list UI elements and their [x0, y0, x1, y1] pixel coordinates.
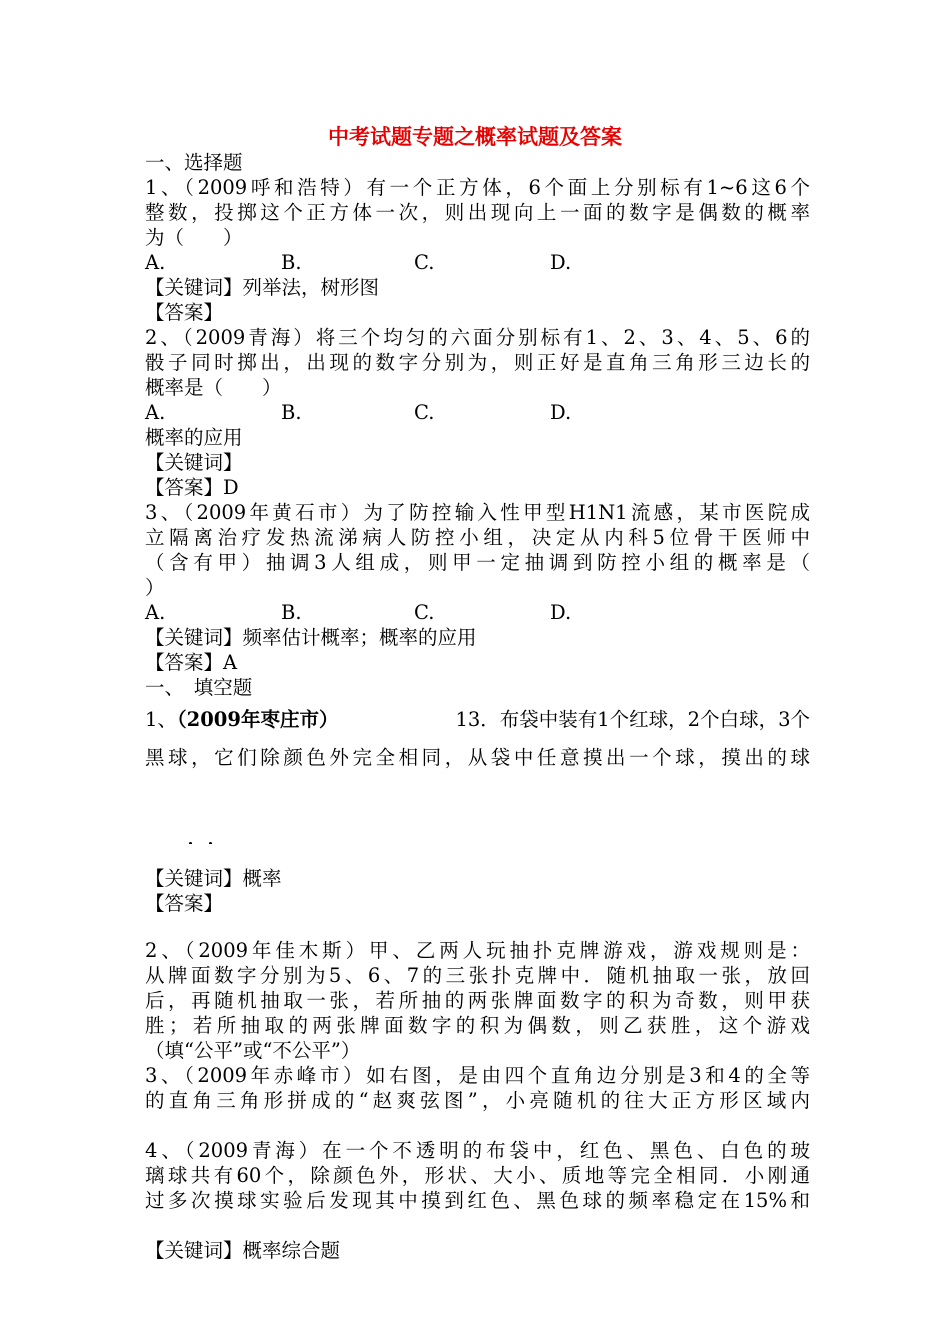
q3-option-d: D.: [550, 601, 572, 624]
q1-options: [145, 250, 810, 275]
f1-source: （2009年枣庄市）: [176, 708, 339, 731]
section-heading-choice: 一、选择题: [145, 151, 243, 174]
q3-option-c: C.: [414, 601, 435, 624]
f4-keywords: 【关键词】概率综合题: [145, 1239, 341, 1262]
emphasis-dot: [189, 842, 192, 844]
f1-prefix: 1、: [145, 708, 177, 731]
q1-line3: 为（ ）: [145, 226, 243, 249]
f2-line1: 2、（2009年佳木斯）甲、乙两人玩抽扑克牌游戏，游戏规则是：: [145, 939, 810, 962]
f2-line2: 从牌面数字分别为5、6、7的三张扑克牌中．随机抽取一张，放回: [145, 964, 810, 987]
f4-line1: 4、（2009青海）在一个不透明的布袋中，红色、黑色、白色的玻: [145, 1139, 810, 1162]
q3-line4: ）: [145, 576, 165, 599]
q2-option-a: A.: [145, 401, 166, 424]
q3-option-a: A.: [145, 601, 166, 624]
f2-line5: （填“公平”或“不公平”）: [145, 1039, 361, 1062]
q3-options: [145, 600, 810, 625]
q3-keywords: 【关键词】频率估计概率；概率的应用: [145, 626, 477, 649]
f2-line3: 后，再随机抽取一张，若所抽的两张牌面数字的积为奇数，则甲获: [145, 989, 810, 1012]
q2-option-b: B.: [281, 401, 302, 424]
emphasis-dot: [209, 842, 212, 844]
f1-line1-rest: 13．布袋中装有1个红球，2个白球，3个: [455, 708, 810, 731]
f1-answer: 【答案】: [145, 892, 224, 915]
f4-line3: 过多次摸球实验后发现其中摸到红色、黑色球的频率稳定在15%和: [145, 1189, 810, 1212]
f1-line3: [145, 804, 810, 844]
q2-line2: 骰子同时掷出，出现的数字分别为，则正好是直角三角形三边长的: [145, 351, 810, 374]
f2-line4: 胜；若所抽取的两张牌面数字的积为偶数，则乙获胜，这个游戏: [145, 1014, 810, 1037]
f3-line1: 3、（2009年赤峰市）如右图，是由四个直角边分别是3和4的全等: [145, 1064, 810, 1087]
q1-option-d: D.: [550, 251, 572, 274]
q3-option-b: B.: [281, 601, 302, 624]
section-heading-fill: 一、 填空题: [145, 676, 253, 699]
q2-line1: 2、（2009青海）将三个均匀的六面分别标有1、2、3、4、5、6的: [145, 326, 810, 349]
q2-keywords: 【关键词】: [145, 451, 243, 474]
document-body: [145, 150, 810, 1263]
q1-line2: 整数，投掷这个正方体一次，则出现向上一面的数字是偶数的概率: [145, 201, 810, 224]
q2-note: 概率的应用: [145, 426, 243, 449]
q1-option-c: C.: [414, 251, 435, 274]
q1-line1: 1、（2009呼和浩特）有一个正方体，6个面上分别标有1~6这6个: [145, 176, 810, 199]
f4-line4: [145, 1213, 810, 1238]
q1-keywords: 【关键词】列举法，树形图: [145, 276, 380, 299]
q3-answer: 【答案】A: [145, 651, 238, 674]
f1-keywords: 【关键词】概率: [145, 867, 282, 890]
f3-line3: [145, 1113, 810, 1138]
f1-line2: 黑球，它们除颜色外完全相同，从袋中任意摸出一个球，摸出的球: [145, 746, 810, 769]
q2-line3: 概率是（ ）: [145, 376, 282, 399]
f4-line2: 璃球共有60个，除颜色外，形状、大小、质地等完全相同．小刚通: [145, 1164, 810, 1187]
q2-options: [145, 400, 810, 425]
q3-line2: 立隔离治疗发热流涕病人防控小组，决定从内科5位骨干医师中: [145, 526, 810, 549]
q3-line3: （含有甲）抽调3人组成，则甲一定抽调到防控小组的概率是（: [145, 551, 810, 574]
q1-option-a: A.: [145, 251, 166, 274]
f1-line1: [145, 700, 810, 740]
q1-option-b: B.: [281, 251, 302, 274]
q3-line1: 3、（2009年黄石市）为了防控输入性甲型H1N1流感，某市医院成: [145, 501, 810, 524]
document-title: 中考试题专题之概率试题及答案: [328, 124, 622, 149]
q2-answer: 【答案】D: [145, 476, 239, 499]
f3-line2: 的直角三角形拼成的“赵爽弦图”，小亮随机的往大正方形区域内: [145, 1089, 810, 1112]
q1-answer: 【答案】: [145, 301, 224, 324]
q2-option-c: C.: [414, 401, 435, 424]
q2-option-d: D.: [550, 401, 572, 424]
